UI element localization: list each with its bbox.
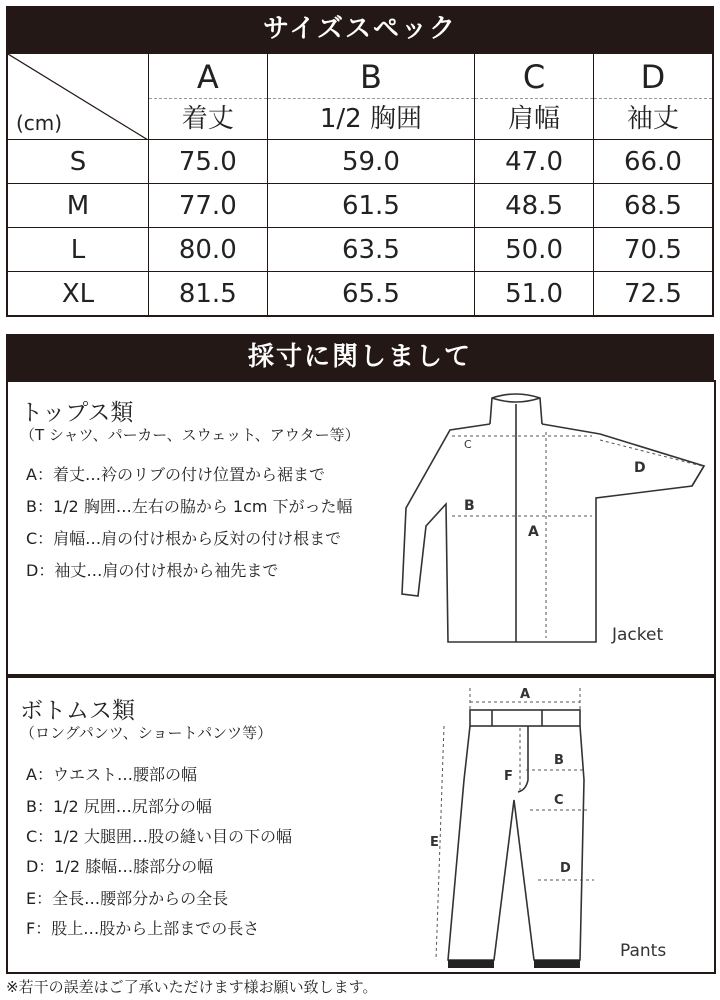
size-label: M xyxy=(7,184,149,228)
table-row xyxy=(7,184,713,228)
column-header-c xyxy=(475,53,594,140)
jacket-diagram xyxy=(392,386,712,672)
table-cell: 80.0 xyxy=(149,228,268,272)
bottoms-title: ボトムス類 xyxy=(20,698,135,724)
bottoms-item-c: C：1/2 大腿囲…股の縫い目の下の幅 xyxy=(26,827,293,846)
jacket-label-a: A xyxy=(528,524,539,540)
bottoms-item-d: D：1/2 膝幅…膝部分の幅 xyxy=(26,857,214,876)
table-header-row xyxy=(7,53,713,140)
column-letter: C xyxy=(475,54,593,99)
column-letter: A xyxy=(149,54,267,99)
column-header-a xyxy=(149,53,268,140)
pants-label-d: D xyxy=(560,861,571,876)
spec-title: サイズスペック xyxy=(263,14,457,44)
column-letter: B xyxy=(268,54,475,99)
table-row xyxy=(7,228,713,272)
bottoms-panel xyxy=(6,676,716,974)
size-label: XL xyxy=(7,272,149,317)
tops-panel xyxy=(6,380,716,676)
jacket-caption: Jacket xyxy=(612,625,664,645)
column-letter: D xyxy=(594,54,712,99)
table-cell: 47.0 xyxy=(475,140,594,184)
column-label: 着丈 xyxy=(181,104,234,134)
table-cell: 51.0 xyxy=(475,272,594,317)
left-shoe xyxy=(448,960,494,968)
table-cell: 77.0 xyxy=(149,184,268,228)
pants-diagram xyxy=(408,680,712,970)
table-cell: 81.5 xyxy=(149,272,268,317)
jacket-label-c: C xyxy=(464,438,472,451)
size-spec-table xyxy=(6,52,714,317)
bottoms-item-b: B：1/2 尻囲…尻部分の幅 xyxy=(26,797,212,816)
measure-title: 採寸に関しまして xyxy=(247,342,472,372)
tops-item-d: D：袖丈…肩の付け根から袖先まで xyxy=(26,561,279,580)
table-cell: 70.5 xyxy=(593,228,713,272)
measure-title-bar xyxy=(6,334,714,380)
column-header-d xyxy=(593,53,713,140)
column-label: 肩幅 xyxy=(508,104,561,134)
bottoms-subtitle: （ロングパンツ、ショートパンツ等） xyxy=(20,724,273,742)
table-cell: 75.0 xyxy=(149,140,268,184)
table-cell: 50.0 xyxy=(475,228,594,272)
column-label: 袖丈 xyxy=(626,104,679,134)
tops-item-b: B：1/2 胸囲…左右の脇から 1cm 下がった幅 xyxy=(26,497,353,516)
pants-label-b: B xyxy=(554,753,564,768)
tops-title: トップス類 xyxy=(20,400,134,426)
pants-caption: Pants xyxy=(620,941,667,961)
tops-subtitle: （T シャツ、パーカー、スウェット、アウター等） xyxy=(20,426,360,444)
size-label: S xyxy=(7,140,149,184)
pants-label-c: C xyxy=(554,793,564,808)
right-shoe xyxy=(534,960,580,968)
pants-label-e: E xyxy=(430,835,439,850)
bottoms-item-f: F：股上…股から上部までの長さ xyxy=(26,919,260,938)
table-cell: 63.5 xyxy=(267,228,475,272)
bottoms-item-a: A：ウエスト…腰部の幅 xyxy=(26,765,197,784)
column-header-b xyxy=(267,53,475,140)
table-cell: 48.5 xyxy=(475,184,594,228)
spec-title-bar xyxy=(6,6,714,52)
footer-note: ※若干の誤差はご了承いただけます様お願い致します。 xyxy=(6,978,378,996)
column-label: 1/2 胸囲 xyxy=(319,104,422,134)
table-cell: 72.5 xyxy=(593,272,713,317)
table-cell: 66.0 xyxy=(593,140,713,184)
bottoms-item-e: E：全長…腰部分からの全長 xyxy=(26,889,229,908)
table-row xyxy=(7,272,713,317)
table-cell: 61.5 xyxy=(267,184,475,228)
pants-label-a: A xyxy=(520,687,531,702)
table-cell: 59.0 xyxy=(267,140,475,184)
table-cell: 65.5 xyxy=(267,272,475,317)
table-cell: 68.5 xyxy=(593,184,713,228)
pants-label-f: F xyxy=(504,769,513,784)
table-row xyxy=(7,140,713,184)
size-label: L xyxy=(7,228,149,272)
tops-item-c: C：肩幅…肩の付け根から反対の付け根まで xyxy=(26,529,342,548)
table-corner-cell xyxy=(7,53,149,140)
jacket-label-b: B xyxy=(464,498,475,514)
unit-label: (cm) xyxy=(16,111,63,135)
jacket-label-d: D xyxy=(634,460,646,476)
tops-item-a: A：着丈…衿のリブの付け位置から裾まで xyxy=(26,465,325,484)
